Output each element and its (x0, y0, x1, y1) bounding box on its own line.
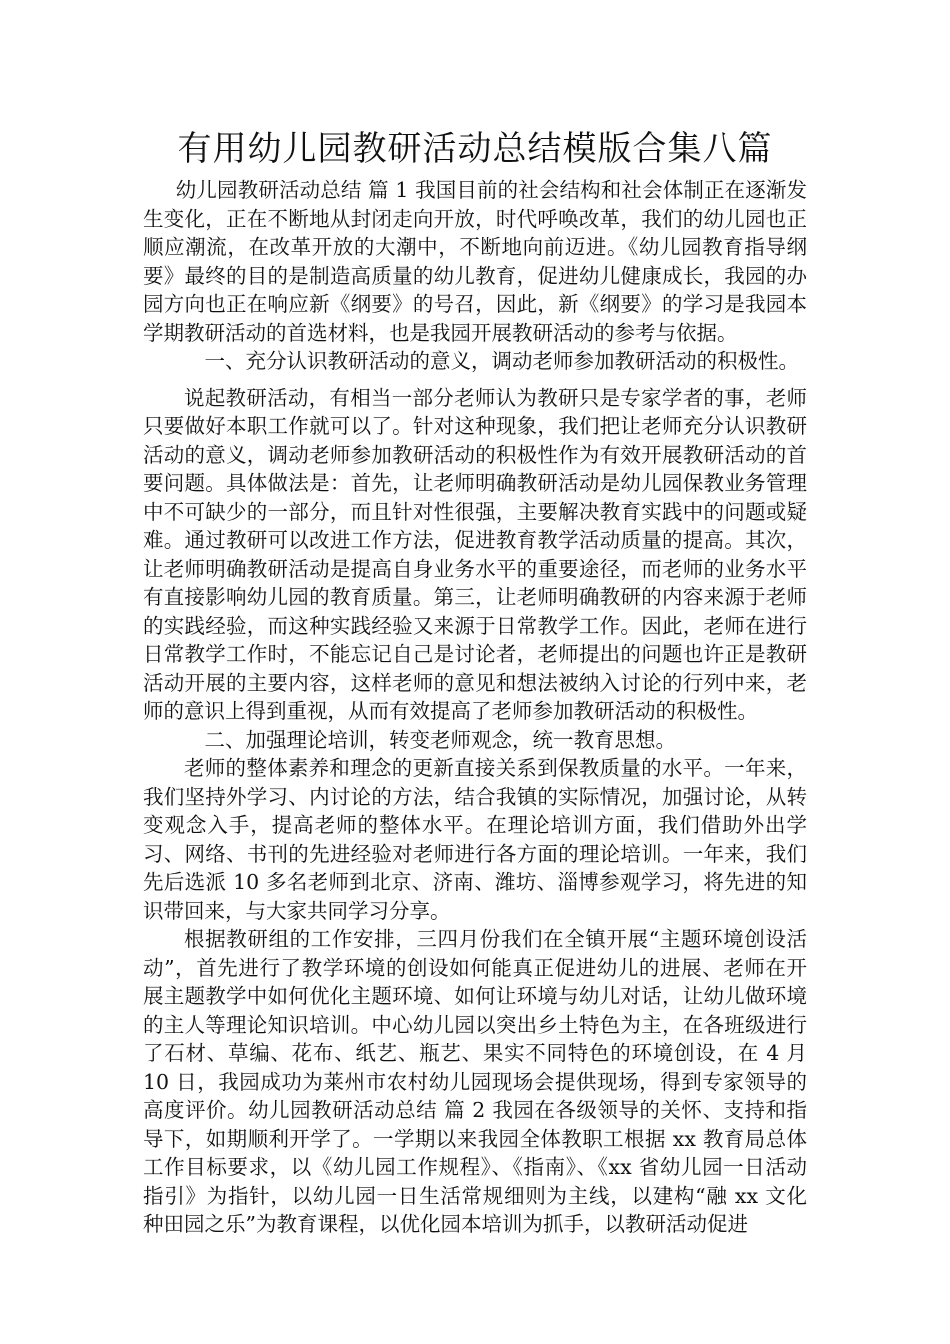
section-heading-2: 二、加强理论培训，转变老师观念，统一教育思想。 (204, 727, 676, 752)
document-page (143, 126, 807, 1239)
section-heading-1: 一、充分认识教研活动的意义，调动老师参加教研活动的积极性。 (204, 349, 799, 373)
document-title: 有用幼儿园教研活动总结模版合集八篇 (177, 129, 773, 169)
paragraph-intro: 幼儿园教研活动总结 篇 1 我国目前的社会结构和社会体制正在逐渐发生变化，正在不断地从封闭走向开放，时代呼唤改革，我们的幼儿园也正顺应潮流，在改革开放的大潮中，不断地向前迈进。《幼儿园教育指导纲要》最终的目的是制造高质量的幼儿教育，促进幼儿健康成长，我园的办园方向也正在响应新《纲要》的号召，因此，新《纲要》的学习是我园本学期教研活动的首选材料，也是我园开展教研活动的参考与依据。 (143, 178, 807, 345)
paragraph-body-1: 说起教研活动，有相当一部分老师认为教研只是专家学者的事，老师只要做好本职工作就可以了。针对这种现象，我们把让老师充分认识教研活动的意义，调动老师参加教研活动的积极性作为有效开展教研活动的首要问题。具体做法是：首先，让老师明确教研活动是幼儿园保教业务管理中不可缺少的一部分，而且针对性很强，主要解决教育实践中的问题或疑难。通过教研可以改进工作方法，促进教育教学活动质量的提高。其次，让老师明确教研活动是提高自身业务水平的重要途径，而老师的业务水平有直接影响幼儿园的教育质量。第三，让老师明确教研的内容来源于老师的实践经验，而这种实践经验又来源于日常教学工作。因此，老师在进行日常教学工作时，不能忘记自己是讨论者，老师提出的问题也许正是教研活动开展的主要内容，这样老师的意见和想法被纳入讨论的行列中来，老师的意识上得到重视，从而有效提高了老师参加教研活动的积极性。 (143, 385, 807, 723)
paragraph-body-3: 根据教研组的工作安排，三四月份我们在全镇开展“主题环境创设活动”，首先进行了教学环境的创设如何能真正促进幼儿的进展、老师在开展主题教学中如何优化主题环境、如何让环境与幼儿对话，让幼儿做环境的主人等理论知识培训。中心幼儿园以突出乡土特色为主，在各班级进行了石材、草编、花布、纸艺、瓶艺、果实不同特色的环境创设，在 4 月 10 日，我园成功为莱州市农村幼儿园现场会提供现场，得到专家领导的高度评价。幼儿园教研活动总结 篇 2 我园在各级领导的关怀、支持和指导下，如期顺利开学了。一学期以来我园全体教职工根据 xx 教育局总体工作目标要求，以《幼儿园工作规程》、《指南》、《xx 省幼儿园一日活动指引》为指针，以幼儿园一日生活常规细则为主线，以建构“融 xx 文化 种田园之乐”为教育课程，以优化园本培训为抓手，以教研活动促进 (143, 927, 807, 1236)
paragraph-body-2: 老师的整体素养和理念的更新直接关系到保教质量的水平。一年来，我们坚持外学习、内讨论的方法，结合我镇的实际情况，加强讨论，从转变观念入手，提高老师的整体水平。在理论培训方面，我们借助外出学习、网络、书刊的先进经验对老师进行各方面的理论培训。一年来，我们先后选派 10 多名老师到北京、济南、潍坊、淄博参观学习，将先进的知识带回来，与大家共同学习分享。 (143, 756, 807, 923)
